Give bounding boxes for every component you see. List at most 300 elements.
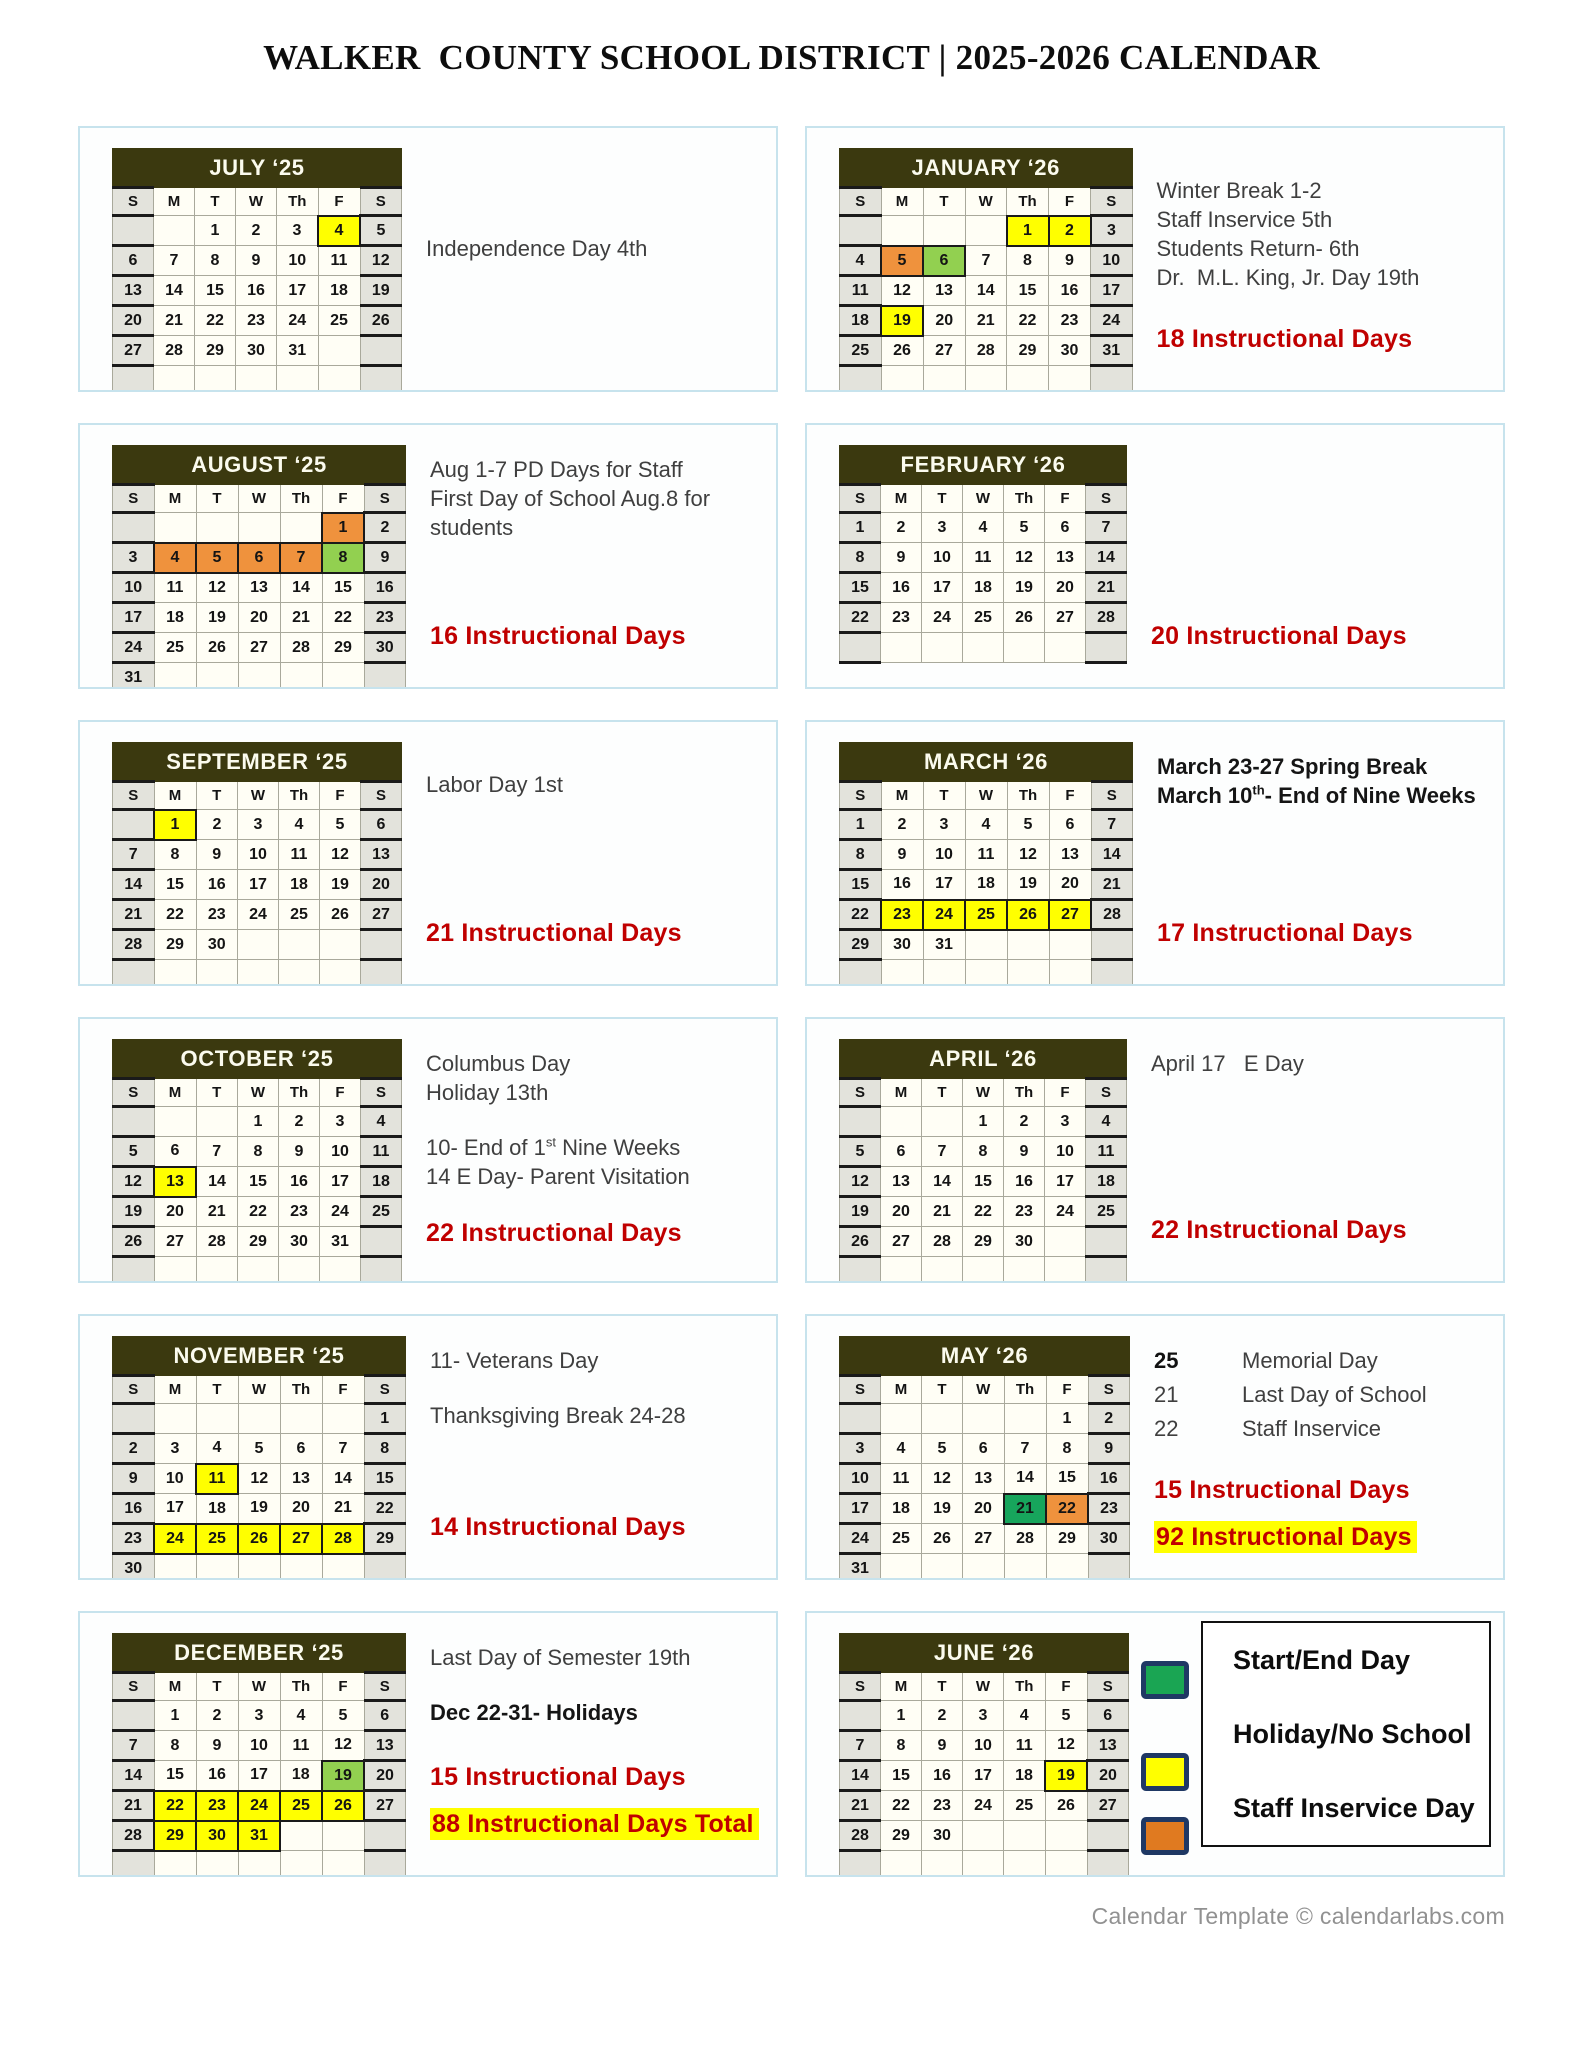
day-cell-holiday: 28 bbox=[322, 1524, 364, 1554]
day-cell: 20 bbox=[113, 306, 154, 336]
note-pair bbox=[1154, 1380, 1491, 1409]
day-cell bbox=[280, 513, 322, 543]
calendar-table-october bbox=[112, 1039, 402, 1283]
day-cell: 18 bbox=[154, 603, 196, 633]
day-cell: 10 bbox=[277, 246, 319, 276]
day-cell: 29 bbox=[238, 1227, 279, 1257]
day-header: Th bbox=[279, 782, 320, 810]
day-cell: 14 bbox=[280, 573, 322, 603]
day-cell: 8 bbox=[963, 1137, 1004, 1167]
day-cell: 11 bbox=[840, 276, 882, 306]
day-cell: 4 bbox=[279, 810, 320, 840]
note-count bbox=[1151, 1214, 1491, 1247]
day-cell bbox=[154, 1257, 196, 1284]
day-cell: 10 bbox=[154, 1464, 196, 1494]
day-cell: 18 bbox=[1086, 1167, 1127, 1197]
day-cell: 24 bbox=[1091, 306, 1133, 336]
calendar-grid bbox=[78, 126, 1505, 1877]
note-line: March 10th- End of Nine Weeks bbox=[1157, 782, 1476, 809]
day-cell: 29 bbox=[840, 930, 882, 960]
day-header: S bbox=[361, 1079, 402, 1107]
day-cell: 30 bbox=[113, 1554, 155, 1581]
day-cell-start: 19 bbox=[322, 1761, 364, 1791]
day-cell: 27 bbox=[1045, 603, 1086, 633]
day-cell bbox=[196, 1107, 238, 1137]
day-cell: 31 bbox=[840, 1554, 881, 1581]
calendar-wrap-february bbox=[839, 445, 1127, 687]
day-header: T bbox=[922, 1673, 963, 1701]
day-cell: 12 bbox=[1004, 543, 1045, 573]
day-cell: 18 bbox=[196, 1494, 238, 1524]
day-cell: 20 bbox=[923, 306, 965, 336]
day-cell: 1 bbox=[1046, 1404, 1088, 1434]
day-header: S bbox=[113, 1673, 155, 1701]
day-cell: 29 bbox=[195, 336, 236, 366]
day-cell: 10 bbox=[320, 1137, 361, 1167]
day-cell: 18 bbox=[361, 1167, 402, 1197]
superscript: st bbox=[545, 1134, 556, 1150]
day-cell: 13 bbox=[364, 1731, 406, 1761]
note-count bbox=[430, 620, 764, 653]
day-cell bbox=[360, 366, 402, 393]
day-cell bbox=[881, 366, 923, 393]
day-cell: 18 bbox=[280, 1761, 322, 1791]
note-line: Holiday 13th bbox=[426, 1080, 549, 1106]
day-cell bbox=[196, 960, 238, 987]
day-header: Th bbox=[1007, 782, 1049, 810]
month-notes-october bbox=[402, 1019, 776, 1281]
day-cell bbox=[238, 960, 279, 987]
day-cell bbox=[364, 663, 406, 690]
note-line: 18 Instructional Days bbox=[1156, 325, 1413, 353]
day-cell: 14 bbox=[196, 1167, 238, 1197]
day-cell bbox=[881, 960, 923, 987]
note-line: 14 Instructional Days bbox=[430, 1513, 686, 1541]
day-cell: 15 bbox=[238, 1167, 279, 1197]
day-cell bbox=[965, 366, 1007, 393]
day-cell bbox=[1086, 633, 1127, 663]
day-cell: 14 bbox=[1086, 543, 1127, 573]
note-line: 21 Instructional Days bbox=[426, 919, 682, 947]
day-cell-holiday: 26 bbox=[1007, 900, 1049, 930]
calendar-table-december bbox=[112, 1633, 406, 1877]
day-cell: 6 bbox=[1087, 1701, 1129, 1731]
day-cell: 8 bbox=[154, 840, 196, 870]
day-cell: 30 bbox=[881, 930, 923, 960]
day-cell bbox=[840, 1257, 881, 1284]
day-cell: 27 bbox=[923, 336, 965, 366]
day-cell: 12 bbox=[196, 573, 238, 603]
day-cell bbox=[320, 930, 361, 960]
day-header: Th bbox=[1007, 188, 1049, 216]
day-cell: 2 bbox=[881, 513, 922, 543]
day-cell: 28 bbox=[113, 1821, 155, 1851]
day-cell-holiday: 25 bbox=[965, 900, 1007, 930]
day-cell: 18 bbox=[881, 1494, 922, 1524]
day-cell bbox=[840, 1404, 881, 1434]
day-header: F bbox=[1049, 188, 1091, 216]
day-cell bbox=[1004, 1554, 1046, 1581]
note-line: Students Return- 6th bbox=[1156, 236, 1360, 262]
day-cell-inservice: 6 bbox=[238, 543, 280, 573]
day-cell: 5 bbox=[322, 1701, 364, 1731]
day-cell bbox=[280, 663, 322, 690]
day-cell-holiday: 22 bbox=[154, 1791, 196, 1821]
day-cell bbox=[154, 366, 195, 393]
day-cell: 7 bbox=[1091, 810, 1133, 840]
day-cell: 8 bbox=[195, 246, 236, 276]
note-count bbox=[1154, 1474, 1491, 1507]
calendar-wrap-april bbox=[839, 1039, 1127, 1281]
day-cell bbox=[922, 1404, 963, 1434]
day-cell: 17 bbox=[238, 1761, 280, 1791]
day-cell bbox=[840, 633, 881, 663]
legend-label-holiday-no-school: Holiday/No School bbox=[1233, 1718, 1472, 1749]
month-panel-march bbox=[805, 720, 1505, 986]
day-cell: 10 bbox=[963, 1731, 1004, 1761]
day-cell bbox=[320, 1257, 361, 1284]
day-cell: 23 bbox=[196, 900, 238, 930]
day-header: M bbox=[881, 1376, 922, 1404]
day-cell: 14 bbox=[922, 1167, 963, 1197]
day-cell: 3 bbox=[320, 1107, 361, 1137]
day-cell: 19 bbox=[922, 1494, 963, 1524]
day-cell: 5 bbox=[113, 1137, 155, 1167]
day-cell bbox=[238, 663, 280, 690]
day-header: M bbox=[154, 782, 196, 810]
calendar-table-march bbox=[839, 742, 1133, 986]
day-cell bbox=[1045, 1257, 1086, 1284]
legend-swatch-holiday-no-school bbox=[1141, 1753, 1189, 1791]
day-cell bbox=[238, 513, 280, 543]
day-cell bbox=[840, 1701, 881, 1731]
day-cell: 6 bbox=[881, 1137, 922, 1167]
day-cell: 31 bbox=[113, 663, 155, 690]
day-cell: 12 bbox=[1007, 840, 1049, 870]
day-cell: 17 bbox=[1045, 1167, 1086, 1197]
note-line: 17 Instructional Days bbox=[1157, 919, 1413, 947]
day-cell: 9 bbox=[196, 840, 238, 870]
day-header: M bbox=[154, 1673, 196, 1701]
day-cell: 1 bbox=[238, 1107, 279, 1137]
calendar-wrap-january bbox=[839, 148, 1133, 390]
day-cell: 31 bbox=[277, 336, 319, 366]
day-cell: 17 bbox=[840, 1494, 881, 1524]
day-cell: 25 bbox=[881, 1524, 922, 1554]
note-plain bbox=[430, 1643, 764, 1672]
day-cell: 23 bbox=[1004, 1197, 1045, 1227]
day-cell: 7 bbox=[113, 840, 155, 870]
month-panel-october bbox=[78, 1017, 778, 1283]
day-cell: 8 bbox=[881, 1731, 922, 1761]
day-cell: 2 bbox=[279, 1107, 320, 1137]
note-pair-label: Last Day of School bbox=[1242, 1382, 1427, 1408]
day-cell bbox=[318, 366, 360, 393]
day-header: Th bbox=[280, 485, 322, 513]
month-notes-december bbox=[406, 1613, 776, 1875]
day-cell bbox=[196, 1851, 238, 1878]
day-cell: 13 bbox=[1087, 1731, 1129, 1761]
day-cell: 7 bbox=[922, 1137, 963, 1167]
day-header: T bbox=[923, 188, 965, 216]
day-cell: 17 bbox=[238, 870, 279, 900]
day-cell: 23 bbox=[881, 603, 922, 633]
day-cell: 1 bbox=[195, 216, 236, 246]
day-cell: 2 bbox=[196, 810, 238, 840]
day-cell: 14 bbox=[322, 1464, 364, 1494]
day-cell: 20 bbox=[1087, 1761, 1129, 1791]
day-cell-inservice: 4 bbox=[154, 543, 196, 573]
day-cell: 12 bbox=[320, 840, 361, 870]
day-cell bbox=[1007, 366, 1049, 393]
day-header: W bbox=[238, 485, 280, 513]
month-panel-december bbox=[78, 1611, 778, 1877]
day-cell: 5 bbox=[320, 810, 361, 840]
month-title-july: JULY ‘25 bbox=[113, 149, 402, 188]
month-title-january: JANUARY ‘26 bbox=[840, 149, 1133, 188]
day-cell: 7 bbox=[965, 246, 1007, 276]
day-cell: 26 bbox=[113, 1227, 155, 1257]
day-cell: 27 bbox=[881, 1227, 922, 1257]
day-cell: 19 bbox=[196, 603, 238, 633]
day-cell: 23 bbox=[1049, 306, 1091, 336]
day-cell: 9 bbox=[279, 1137, 320, 1167]
day-cell bbox=[154, 1107, 196, 1137]
day-cell: 1 bbox=[154, 1701, 196, 1731]
day-cell-holiday: 24 bbox=[238, 1791, 280, 1821]
day-cell: 14 bbox=[1004, 1464, 1046, 1494]
day-cell bbox=[840, 960, 882, 987]
day-cell bbox=[1091, 960, 1133, 987]
calendar-wrap-september bbox=[112, 742, 402, 984]
legend bbox=[1129, 1613, 1503, 1875]
day-cell: 1 bbox=[963, 1107, 1004, 1137]
day-cell bbox=[154, 960, 196, 987]
day-cell: 28 bbox=[965, 336, 1007, 366]
day-cell: 16 bbox=[922, 1761, 963, 1791]
month-panel-april bbox=[805, 1017, 1505, 1283]
note-count bbox=[430, 1511, 764, 1544]
day-cell bbox=[361, 1257, 402, 1284]
note-plain bbox=[426, 1133, 764, 1191]
note-bold bbox=[1157, 752, 1491, 810]
month-title-september: SEPTEMBER ‘25 bbox=[113, 743, 402, 782]
day-cell: 3 bbox=[154, 1434, 196, 1464]
note-count-hl bbox=[430, 1808, 764, 1841]
day-cell: 10 bbox=[238, 1731, 280, 1761]
month-panel-february bbox=[805, 423, 1505, 689]
day-cell bbox=[361, 930, 402, 960]
day-cell: 6 bbox=[154, 1137, 196, 1167]
calendar-table-august bbox=[112, 445, 406, 689]
day-cell: 9 bbox=[1049, 246, 1091, 276]
month-notes-september bbox=[402, 722, 776, 984]
day-cell: 15 bbox=[881, 1761, 922, 1791]
day-cell bbox=[923, 366, 965, 393]
day-cell: 3 bbox=[963, 1701, 1004, 1731]
day-header: F bbox=[318, 188, 360, 216]
day-cell: 6 bbox=[280, 1434, 322, 1464]
day-cell: 28 bbox=[922, 1227, 963, 1257]
day-cell-holiday: 26 bbox=[322, 1791, 364, 1821]
day-cell: 11 bbox=[963, 543, 1004, 573]
day-cell: 16 bbox=[364, 573, 406, 603]
day-cell: 23 bbox=[279, 1197, 320, 1227]
day-header: S bbox=[361, 782, 402, 810]
day-header: S bbox=[1086, 1079, 1127, 1107]
day-header: T bbox=[196, 1376, 238, 1404]
day-cell: 2 bbox=[364, 513, 406, 543]
day-cell: 3 bbox=[238, 810, 279, 840]
note-line: 15 Instructional Days bbox=[1154, 1476, 1410, 1505]
note-bold bbox=[430, 1698, 764, 1727]
day-cell: 9 bbox=[922, 1731, 963, 1761]
day-cell: 5 bbox=[360, 216, 402, 246]
day-cell: 21 bbox=[1091, 870, 1133, 900]
day-cell: 11 bbox=[280, 1731, 322, 1761]
day-cell bbox=[923, 216, 965, 246]
note-line bbox=[1154, 1521, 1491, 1554]
day-cell: 22 bbox=[238, 1197, 279, 1227]
day-cell: 15 bbox=[154, 870, 196, 900]
day-cell-inservice: 7 bbox=[280, 543, 322, 573]
day-header: T bbox=[195, 188, 236, 216]
day-header: F bbox=[1046, 1376, 1088, 1404]
day-cell bbox=[1007, 960, 1049, 987]
day-cell: 8 bbox=[154, 1731, 196, 1761]
month-panel-september bbox=[78, 720, 778, 986]
day-cell: 3 bbox=[1091, 216, 1133, 246]
day-cell bbox=[113, 810, 155, 840]
day-cell bbox=[318, 336, 360, 366]
day-cell: 9 bbox=[1088, 1434, 1130, 1464]
day-cell: 11 bbox=[154, 573, 196, 603]
day-cell: 11 bbox=[965, 840, 1007, 870]
day-cell: 24 bbox=[320, 1197, 361, 1227]
day-cell bbox=[1049, 960, 1091, 987]
day-cell: 20 bbox=[361, 870, 402, 900]
day-cell: 10 bbox=[1045, 1137, 1086, 1167]
day-cell bbox=[1088, 1554, 1130, 1581]
note-pair-num: 25 bbox=[1154, 1348, 1179, 1373]
day-cell bbox=[361, 1227, 402, 1257]
month-panel-may bbox=[805, 1314, 1505, 1580]
day-cell: 5 bbox=[1007, 810, 1049, 840]
day-cell: 4 bbox=[280, 1701, 322, 1731]
day-cell-holiday: 26 bbox=[238, 1524, 280, 1554]
day-cell: 13 bbox=[113, 276, 154, 306]
day-header: T bbox=[196, 1079, 238, 1107]
day-cell bbox=[922, 1107, 963, 1137]
day-cell-holiday: 23 bbox=[196, 1791, 238, 1821]
note-pair bbox=[1154, 1414, 1491, 1443]
day-cell: 16 bbox=[113, 1494, 155, 1524]
day-cell: 15 bbox=[154, 1761, 196, 1791]
month-panel-january bbox=[805, 126, 1505, 392]
day-cell: 27 bbox=[154, 1227, 196, 1257]
day-cell bbox=[1045, 1851, 1087, 1878]
note-line: 20 Instructional Days bbox=[1151, 622, 1407, 650]
day-cell: 25 bbox=[361, 1197, 402, 1227]
day-cell: 1 bbox=[840, 810, 882, 840]
note-count bbox=[1151, 620, 1491, 653]
calendar-wrap-december bbox=[112, 1633, 406, 1875]
day-header: W bbox=[238, 1376, 280, 1404]
day-cell: 2 bbox=[1088, 1404, 1130, 1434]
day-cell-holiday: 30 bbox=[196, 1821, 238, 1851]
note-pair bbox=[1154, 1346, 1491, 1375]
month-title-august: AUGUST ‘25 bbox=[113, 446, 406, 485]
day-cell: 8 bbox=[364, 1434, 406, 1464]
note-count bbox=[426, 1217, 764, 1250]
day-cell: 30 bbox=[1088, 1524, 1130, 1554]
calendar-wrap-may bbox=[839, 1336, 1130, 1578]
day-cell: 2 bbox=[196, 1701, 238, 1731]
day-cell: 15 bbox=[364, 1464, 406, 1494]
day-cell-inservice: 5 bbox=[196, 543, 238, 573]
day-cell: 29 bbox=[881, 1821, 922, 1851]
day-cell: 1 bbox=[364, 1404, 406, 1434]
day-cell: 21 bbox=[965, 306, 1007, 336]
day-cell: 28 bbox=[1091, 900, 1133, 930]
day-header: M bbox=[154, 1376, 196, 1404]
day-cell bbox=[113, 216, 154, 246]
calendar-table-may bbox=[839, 1336, 1130, 1580]
day-cell bbox=[280, 1821, 322, 1851]
day-cell: 25 bbox=[963, 603, 1004, 633]
day-cell: 28 bbox=[196, 1227, 238, 1257]
day-cell bbox=[322, 663, 364, 690]
day-header: T bbox=[922, 1376, 963, 1404]
day-cell: 7 bbox=[113, 1731, 155, 1761]
day-cell: 8 bbox=[1046, 1434, 1088, 1464]
note-pair-num: 21 bbox=[1154, 1382, 1179, 1408]
day-cell: 27 bbox=[1087, 1791, 1129, 1821]
day-cell bbox=[113, 366, 154, 393]
day-cell bbox=[238, 1404, 280, 1434]
day-cell: 14 bbox=[113, 1761, 155, 1791]
day-cell-holiday: 19 bbox=[881, 306, 923, 336]
day-cell: 3 bbox=[1045, 1107, 1086, 1137]
day-cell: 16 bbox=[279, 1167, 320, 1197]
day-cell: 9 bbox=[881, 543, 922, 573]
day-cell: 2 bbox=[922, 1701, 963, 1731]
day-cell: 21 bbox=[322, 1494, 364, 1524]
day-cell: 9 bbox=[881, 840, 923, 870]
day-cell bbox=[364, 1851, 406, 1878]
note-line: March 23-27 Spring Break bbox=[1157, 754, 1428, 779]
day-cell bbox=[840, 216, 882, 246]
day-cell: 13 bbox=[963, 1464, 1005, 1494]
day-cell: 10 bbox=[922, 543, 963, 573]
day-cell-holiday: 19 bbox=[1045, 1761, 1087, 1791]
day-cell: 19 bbox=[113, 1197, 155, 1227]
day-cell: 6 bbox=[963, 1434, 1005, 1464]
day-cell: 4 bbox=[881, 1434, 922, 1464]
day-cell: 22 bbox=[840, 900, 882, 930]
day-header: F bbox=[320, 782, 361, 810]
day-cell bbox=[322, 1404, 364, 1434]
day-cell: 2 bbox=[1004, 1107, 1045, 1137]
day-cell bbox=[923, 960, 965, 987]
note-plain bbox=[426, 1049, 764, 1107]
calendar-table-january bbox=[839, 148, 1133, 392]
day-cell-inservice: 5 bbox=[881, 246, 923, 276]
day-cell: 24 bbox=[238, 900, 279, 930]
day-cell: 26 bbox=[196, 633, 238, 663]
day-cell: 21 bbox=[196, 1197, 238, 1227]
note-pair-num: 22 bbox=[1154, 1416, 1179, 1442]
